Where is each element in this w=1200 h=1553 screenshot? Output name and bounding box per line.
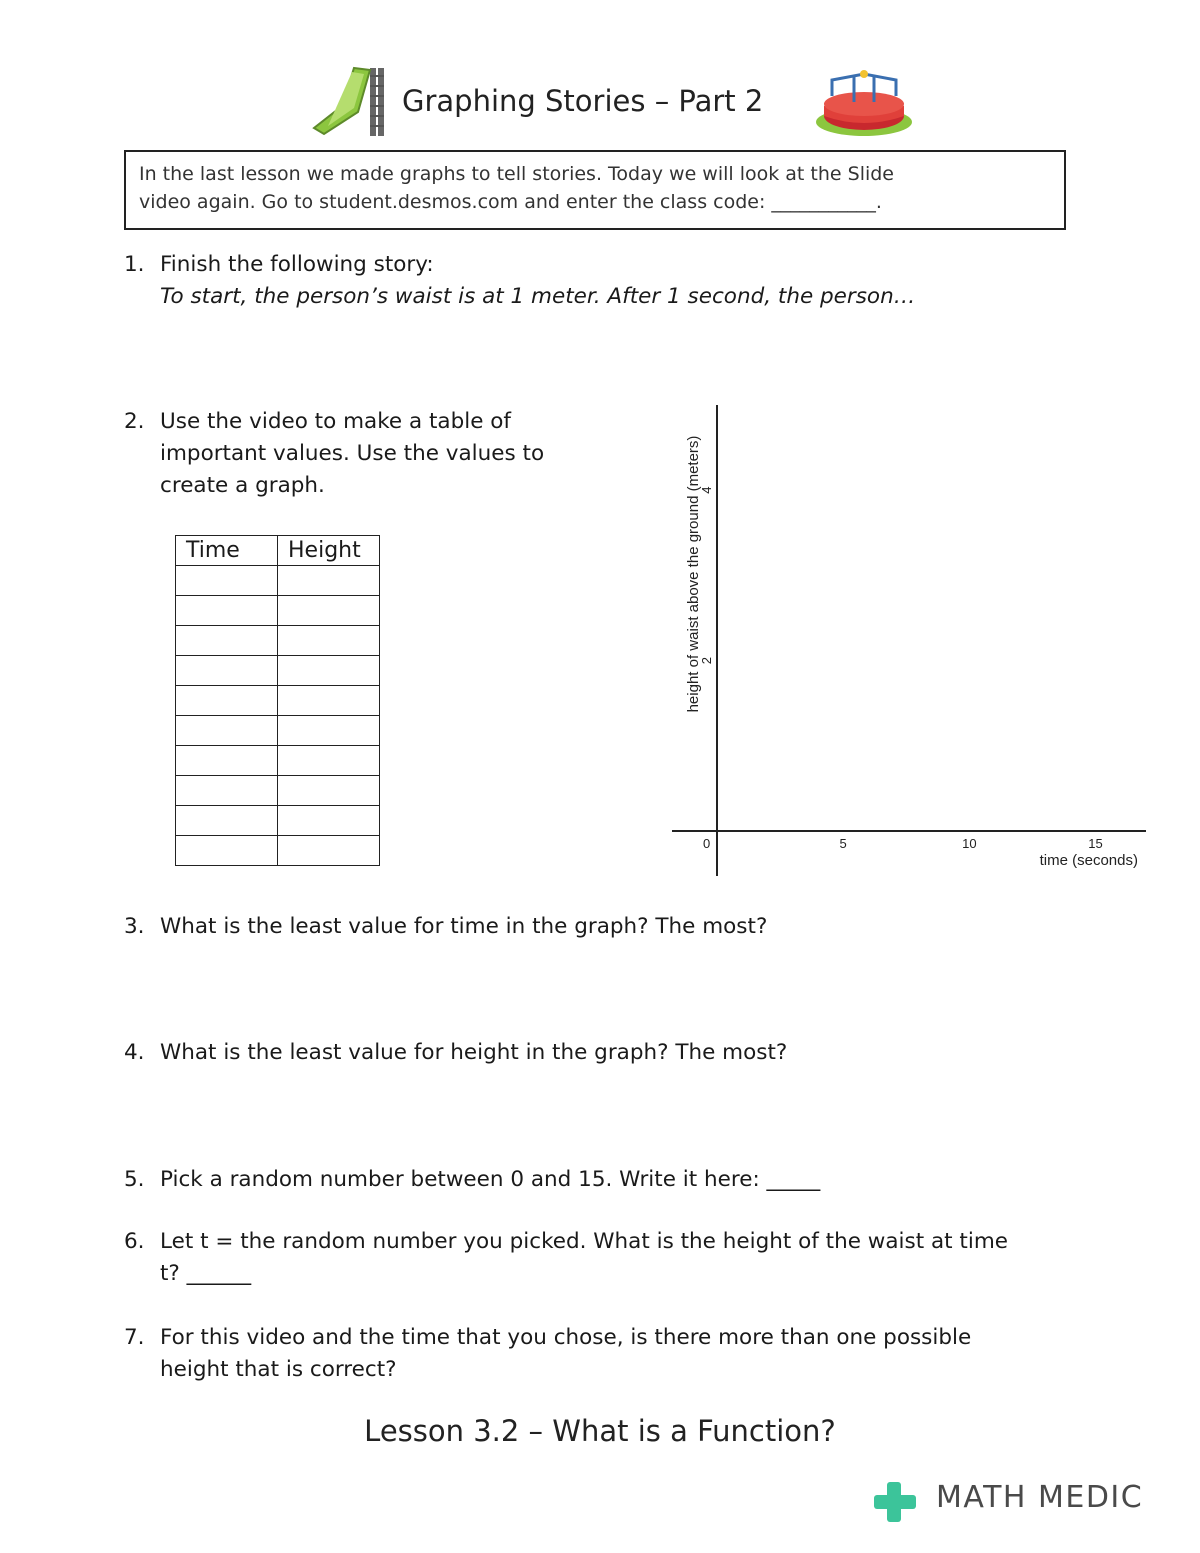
height-cell[interactable] [278, 656, 380, 686]
time-cell[interactable] [176, 656, 278, 686]
question-number: 6. [124, 1229, 145, 1254]
question-text: Use the video to make a table of [160, 409, 511, 434]
slide-icon [308, 62, 388, 140]
plus-logo-icon [872, 1480, 918, 1526]
question-number: 2. [124, 409, 145, 434]
question-1 [124, 249, 1124, 313]
time-cell[interactable] [176, 746, 278, 776]
table-row [176, 746, 380, 776]
question-text: What is the least value for height in the graph? The most? [160, 1040, 788, 1065]
question-number: 4. [124, 1040, 145, 1065]
height-cell[interactable] [278, 836, 380, 866]
table-row [176, 686, 380, 716]
question-3 [124, 911, 1124, 943]
height-cell[interactable] [278, 746, 380, 776]
blank-graph [670, 400, 1150, 880]
height-cell[interactable] [278, 686, 380, 716]
table-row [176, 656, 380, 686]
question-6 [124, 1226, 1124, 1290]
table-row [176, 716, 380, 746]
table-row [176, 596, 380, 626]
time-cell[interactable] [176, 806, 278, 836]
time-cell[interactable] [176, 836, 278, 866]
merry-go-round-icon [814, 66, 914, 138]
table-row [176, 626, 380, 656]
time-cell[interactable] [176, 776, 278, 806]
intro-line-2: video again. Go to student.desmos.com and enter the class code: ___________. [139, 191, 882, 213]
question-text: create a graph. [160, 473, 325, 498]
intro-box [124, 150, 1066, 230]
question-text: important values. Use the values to [160, 441, 545, 466]
y-tick-label: 4 [699, 486, 714, 494]
time-cell[interactable] [176, 716, 278, 746]
height-cell[interactable] [278, 776, 380, 806]
x-tick-label: 15 [1088, 836, 1103, 851]
question-4 [124, 1037, 1124, 1069]
page-title: Graphing Stories – Part 2 [402, 84, 764, 118]
time-cell[interactable] [176, 596, 278, 626]
time-cell[interactable] [176, 566, 278, 596]
question-5 [124, 1164, 1124, 1196]
table-header-time: Time [176, 536, 278, 566]
intro-line-1: In the last lesson we made graphs to tell stories. Today we will look at the Slide [139, 163, 894, 185]
table-row [176, 836, 380, 866]
time-cell[interactable] [176, 686, 278, 716]
lesson-title: Lesson 3.2 – What is a Function? [364, 1414, 836, 1448]
question-text: For this video and the time that you chose, is there more than one possible [160, 1325, 972, 1350]
question-number: 3. [124, 914, 145, 939]
height-cell[interactable] [278, 626, 380, 656]
question-text: Let t = the random number you picked. What is the height of the waist at time [160, 1229, 1009, 1254]
table-header-height: Height [278, 536, 380, 566]
height-cell[interactable] [278, 806, 380, 836]
question-2 [124, 406, 624, 502]
table-row [176, 776, 380, 806]
y-tick-label: 2 [699, 656, 714, 665]
origin-label: 0 [703, 836, 711, 851]
x-tick-label: 5 [839, 836, 847, 851]
question-text: Finish the following story: [160, 252, 434, 277]
question-text: t? ______ [160, 1261, 252, 1286]
question-text: Pick a random number between 0 and 15. Write it here: _____ [160, 1167, 821, 1192]
x-axis-label: time (seconds) [1039, 852, 1138, 869]
values-table [175, 535, 380, 866]
brand-name: MATH MEDIC [936, 1480, 1144, 1515]
question-story-prompt: To start, the person’s waist is at 1 meter. After 1 second, the person… [160, 284, 916, 309]
table-row [176, 566, 380, 596]
time-cell[interactable] [176, 626, 278, 656]
height-cell[interactable] [278, 596, 380, 626]
y-axis-label: height of waist above the ground (meters) [685, 435, 702, 713]
height-cell[interactable] [278, 566, 380, 596]
question-number: 5. [124, 1167, 145, 1192]
question-text: height that is correct? [160, 1357, 397, 1382]
height-cell[interactable] [278, 716, 380, 746]
table-row [176, 806, 380, 836]
question-number: 1. [124, 252, 145, 277]
question-text: What is the least value for time in the graph? The most? [160, 914, 768, 939]
question-7 [124, 1322, 1124, 1386]
question-number: 7. [124, 1325, 145, 1350]
x-tick-label: 10 [962, 836, 977, 851]
